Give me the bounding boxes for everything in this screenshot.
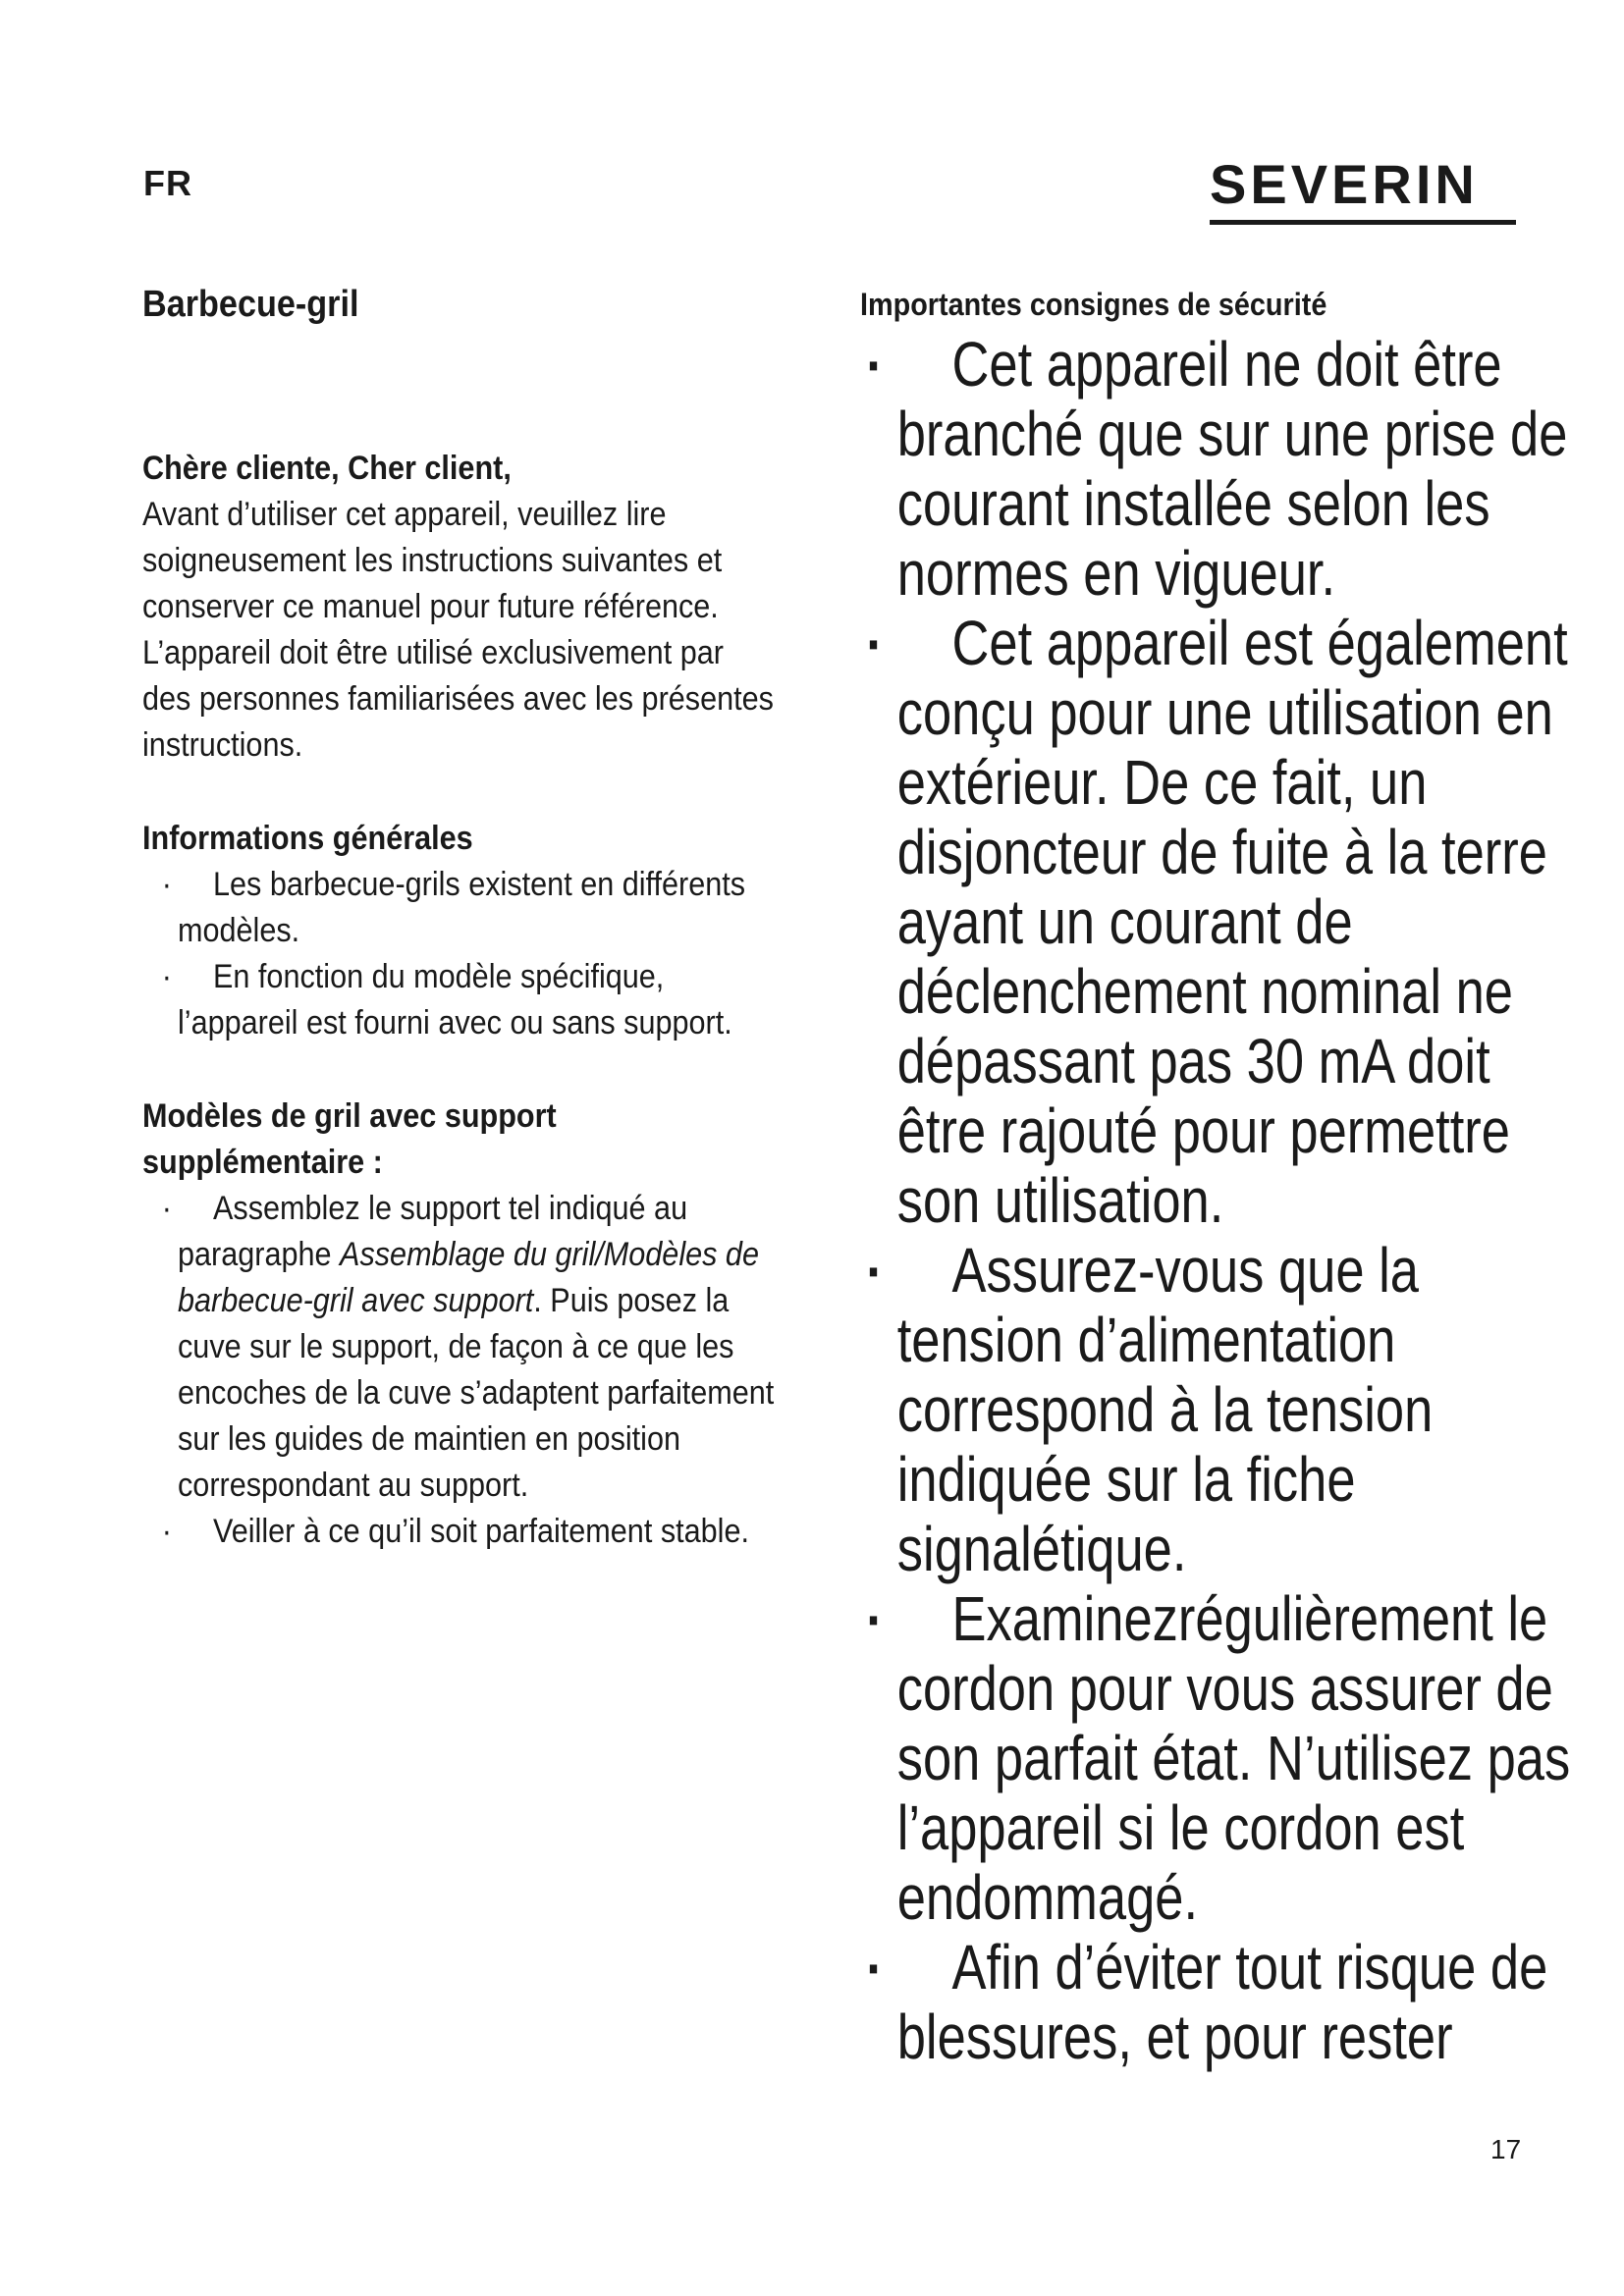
bullet-icon: · (161, 866, 172, 903)
brand-logo (1210, 155, 1524, 225)
models-heading (142, 1094, 779, 1186)
list-item (860, 1584, 1585, 1933)
bullet-icon: ▪ (868, 1251, 879, 1291)
general-info-section (142, 816, 779, 1046)
list-item-text: Cet appareil ne doit être branché que sur une prise de courant installée selon les normes en vigueur. (896, 329, 1568, 609)
list-item-text: Examinezrégulièrement le cordon pour vous assurer de son parfait état. N’utilisez pas l’appareil si le cordon est endommagé. (896, 1583, 1571, 1933)
list-item-text: Afin d’éviter tout risque de blessures, et pour rester (896, 1932, 1548, 2072)
bullet-icon: · (161, 1513, 172, 1550)
document-title: Barbecue-gril (142, 284, 359, 325)
bullet-icon: ▪ (868, 623, 879, 664)
bullet-icon: · (161, 958, 172, 995)
list-item-text: Cet appareil est également conçu pour une utilisation en extérieur. De ce fait, un disjoncteur de fuite à la terre ayant un courant de déclenchement nominal ne dépassant pas 30 mA doit être rajouté pour permettre son utilisation. (896, 608, 1568, 1236)
general-info-list (142, 862, 779, 1046)
bullet-icon: ▪ (868, 1948, 879, 1988)
list-item-text: Les barbecue-grils existent en différents modèles. (178, 866, 746, 949)
bullet-icon: · (161, 1190, 172, 1227)
list-item (142, 862, 779, 954)
intro-paragraph: Avant d’utiliser cet appareil, veuillez lire soigneusement les instructions suivantes et conserver ce manuel pour future référence. L’appareil doit être utilisé exclusivement par des personnes familiarisées avec les présentes instructions. (142, 496, 774, 764)
list-item (860, 1236, 1585, 1584)
models-heading-line2: supplémentaire : (142, 1144, 383, 1181)
list-item-text: Assurez-vous que la tension d’alimentation correspond à la tension indiquée sur la fiche signalétique. (896, 1235, 1434, 1584)
list-item-text: En fonction du modèle spécifique, l’appareil est fourni avec ou sans support. (178, 958, 732, 1041)
list-item (860, 609, 1585, 1236)
models-list (142, 1186, 779, 1555)
greeting: Chère cliente, Cher client, (142, 450, 512, 487)
list-item-text: Veiller à ce qu’il soit parfaitement stable. (213, 1513, 749, 1550)
safety-list (860, 330, 1585, 2072)
list-item (142, 1509, 779, 1555)
list-item (860, 330, 1585, 609)
list-item-text (178, 1190, 774, 1504)
language-code: FR (143, 163, 192, 203)
assembly-text-end: . Puis posez la cuve sur le support, de façon à ce que les encoches de la cuve s’adaptent parfaitement sur les guides de maintien en position correspondant au support. (178, 1282, 775, 1504)
list-item (142, 1186, 779, 1509)
brand-name: SEVERIN (1210, 153, 1479, 215)
left-column (142, 281, 779, 1555)
models-section (142, 1094, 779, 1555)
brand-underline (1210, 220, 1516, 225)
list-item (860, 1933, 1585, 2072)
list-item (142, 954, 779, 1046)
bullet-icon: ▪ (868, 1599, 879, 1639)
bullet-icon: ▪ (868, 345, 879, 385)
safety-heading: Importantes consignes de sécurité (860, 287, 1327, 322)
page-number: 17 (1490, 2134, 1522, 2164)
general-info-heading: Informations générales (142, 820, 473, 857)
models-heading-line1: Modèles de gril avec support (142, 1097, 557, 1135)
right-column (860, 283, 1587, 2072)
assembly-reference: Assemblage du gril/Modèles de barbecue-gril avec support (178, 1236, 759, 1319)
assembly-text-start: Assemblez le support tel indiqué au paragraphe (178, 1190, 688, 1273)
